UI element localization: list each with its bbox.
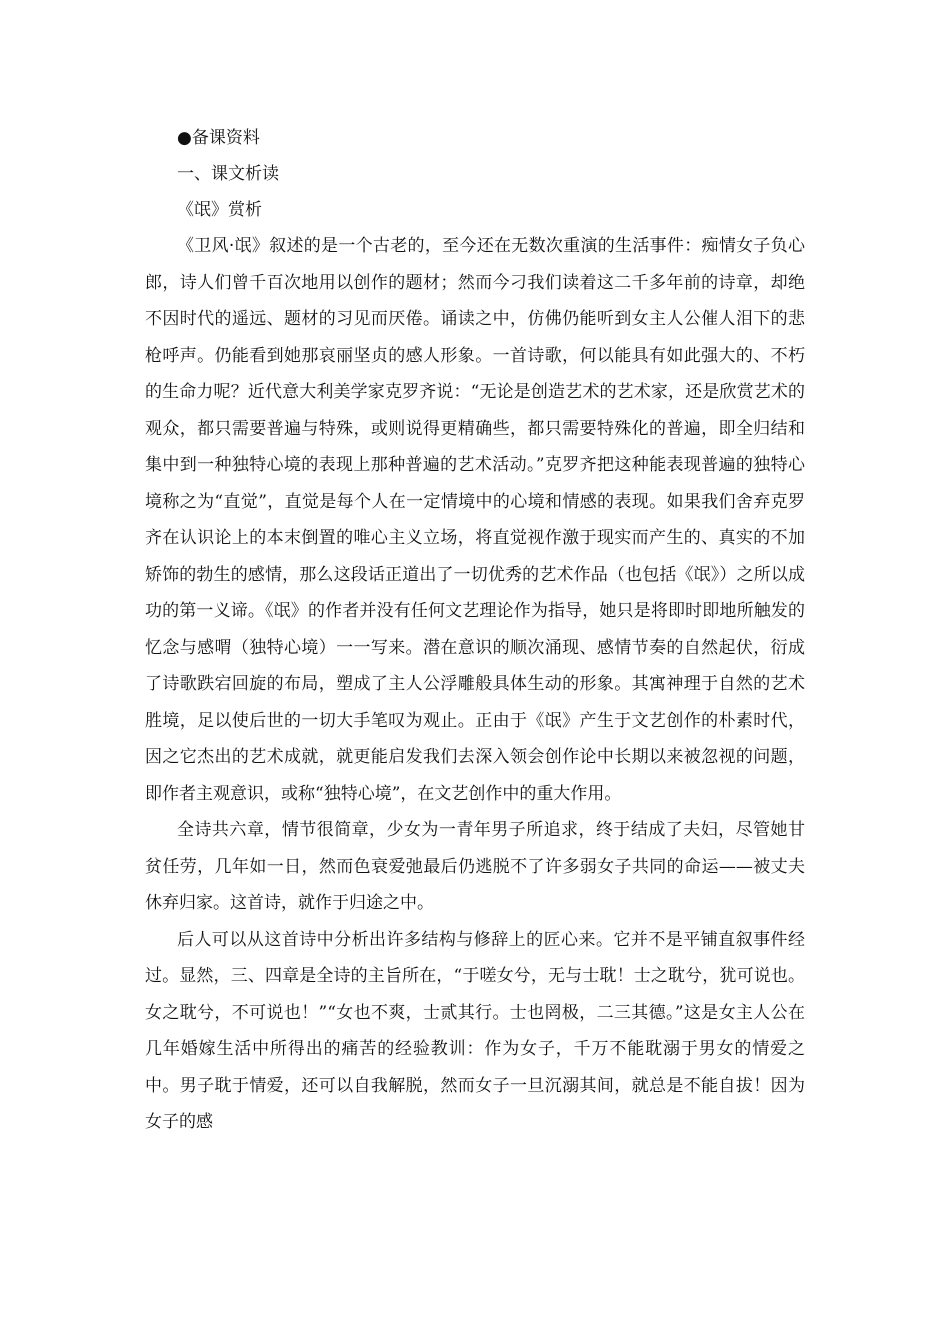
section-marker-heading: ●备课资料: [177, 128, 260, 148]
paragraph-2: 全诗共六章，情节很简章，少女为一青年男子所追求，终于结成了夫妇，尽管她甘贫任劳，几年如一日，然而色衰爱弛最后仍逃脱不了许多弱女子共同的命运——被丈夫休弃归家。这首诗，就作于归途之中。: [145, 820, 805, 913]
paragraph-1: 《卫风·氓》叙述的是一个古老的，至今还在无数次重演的生活事件：痴情女子负心郎，诗人们曾千百次地用以创作的题材；然而今刁我们读着这二千多年前的诗章，却绝不因时代的遥远、题材的习见而厌倦。诵读之中，仿佛仍能听到女主人公催人泪下的悲枪呼声。仍能看到她那哀丽坚贞的感人形象。一首诗歌，何以能具有如此强大的、不朽的生命力呢？近代意大利美学家克罗齐说：“无论是创造艺术的艺术家，还是欣赏艺术的观众，都只需要普遍与特殊，或则说得更精确些，都只需要特殊化的普遍，即全归结和集中到一种独特心境的表现上那种普遍的艺术活动。”克罗齐把这种能表现普遍的独特心境称之为“直觉”，直觉是每个人在一定情境中的心境和情感的表现。如果我们舍弃克罗齐在认识论上的本末倒置的唯心主义立场，将直觉视作激于现实而产生的、真实的不加矫饰的勃生的感情，那么这段话正道出了一切优秀的艺术作品（也包括《氓》）之所以成功的第一义谛。《氓》的作者并没有任何文艺理论作为指导，她只是将即时即地所触发的忆念与感喟（独特心境）一一写来。潜在意识的顺次涌现、感情节奏的自然起伏，衍成了诗歌跌宕回旋的布局，塑成了主人公浮雕般具体生动的形象。其寓神理于自然的艺术胜境，足以使后世的一切大手笔叹为观止。正由于《氓》产生于文艺创作的朴素时代，因之它杰出的艺术成就，就更能启发我们去深入领会创作论中长期以来被忽视的问题，即作者主观意识，或称“独特心境”，在文艺创作中的重大作用。: [145, 236, 805, 804]
document-body: [145, 120, 805, 1141]
section-heading: 一、课文析读: [177, 164, 279, 184]
paragraph-3: 后人可以从这首诗中分析出许多结构与修辞上的匠心来。它并不是平铺直叙事件经过。显然，三、四章是全诗的主旨所在，“于嗟女兮，无与士耽！士之耽兮，犹可说也。女之耽兮，不可说也！”“女也不爽，士贰其行。士也罔极，二三其德。”这是女主人公在几年婚嫁生活中所得出的痛苦的经验教训：作为女子，千万不能耽溺于男女的情爱之中。男子耽于情爱，还可以自我解脱，然而女子一旦沉溺其间，就总是不能自拔！因为女子的感: [145, 929, 805, 1132]
subsection-heading: 《氓》赏析: [177, 200, 262, 220]
